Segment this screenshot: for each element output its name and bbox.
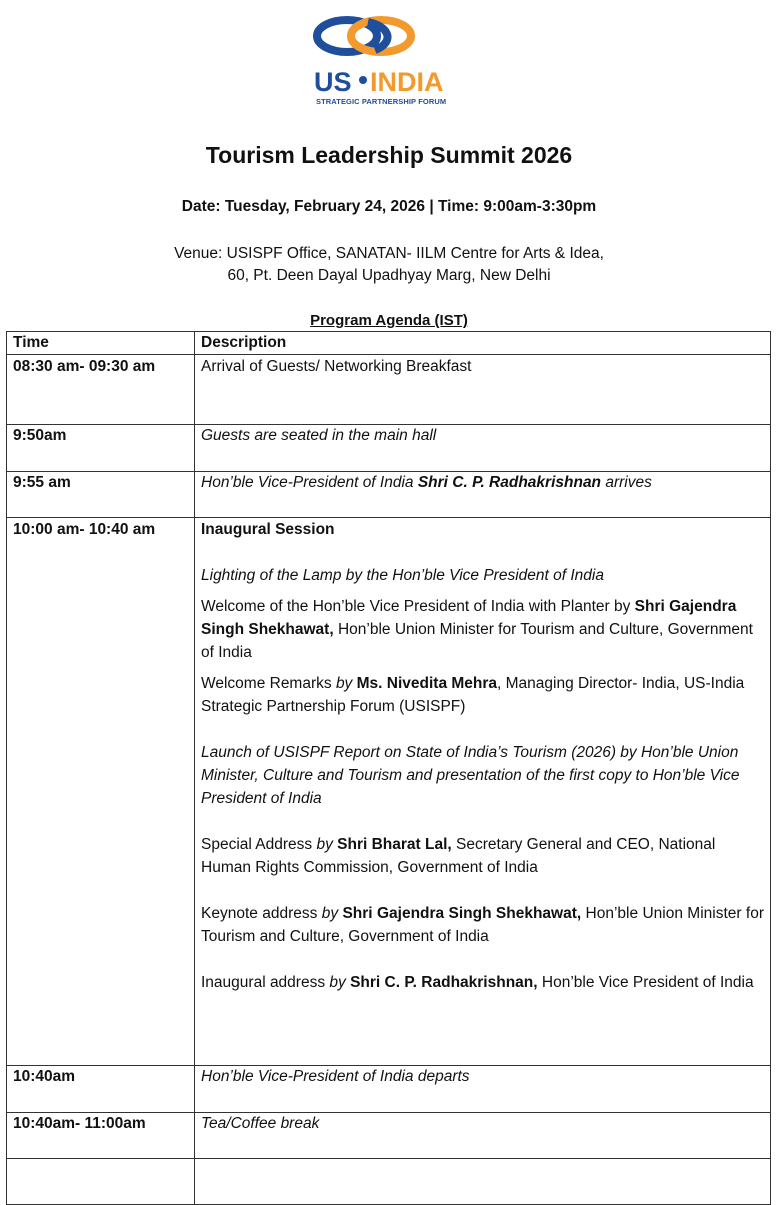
row-time: 10:40am — [7, 1066, 195, 1113]
agenda-heading: Program Agenda (IST) — [310, 312, 468, 329]
inaugural-session-title: Inaugural Session — [201, 521, 335, 538]
row-time: 10:40am- 11:00am — [7, 1113, 195, 1159]
report-launch-item: Launch of USISPF Report on State of India’s Tourism (2026) by Hon’ble Union Minister, Culture and Tourism and presentation of the first copy to Hon’ble Vice President of India — [201, 744, 740, 807]
keynote-by: by — [321, 905, 339, 922]
logo-india-text: INDIA — [370, 67, 444, 97]
row-time: 08:30 am- 09:30 am — [7, 355, 195, 425]
table-row — [7, 472, 771, 518]
row-description: Hon’ble Vice-President of India departs — [195, 1066, 771, 1113]
row-description: Tea/Coffee break — [195, 1113, 771, 1159]
keynote-text-d: Hon’ble Union Minister for Tourism and Culture, Government of India — [201, 905, 764, 945]
page-title: Tourism Leadership Summit 2026 — [205, 142, 573, 168]
time-value: 9:00am-3:30pm — [483, 198, 597, 215]
row3-text-c: arrives — [601, 474, 652, 491]
venue-line-1: Venue: USISPF Office, SANATAN- IILM Centre for Arts & Idea, — [174, 245, 604, 262]
row-time: 9:55 am — [7, 472, 195, 518]
row-time-empty — [7, 1159, 195, 1205]
row-description: Guests are seated in the main hall — [195, 425, 771, 472]
inaugural-text-d: Hon’ble Vice President of India — [537, 974, 754, 991]
lighting-lamp-item: Lighting of the Lamp by the Hon’ble Vice President of India — [201, 567, 604, 584]
time-label: Time: — [437, 198, 480, 215]
welcome-text-a: Welcome of the Hon’ble Vice President of India with Planter by — [201, 598, 635, 615]
date-label: Date: — [181, 198, 221, 215]
logo-dot-icon — [359, 76, 367, 84]
row-time: 9:50am — [7, 425, 195, 472]
interlocking-rings-icon — [312, 14, 416, 58]
separator: | — [429, 198, 434, 215]
welcome-text-c: Hon’ble Union Minister for Tourism and Culture, Government of India — [201, 621, 753, 661]
remarks-text-a: Welcome Remarks — [201, 675, 336, 692]
special-text-a: Special Address — [201, 836, 317, 853]
welcome-item — [201, 595, 764, 664]
keynote-address-item — [201, 902, 764, 948]
venue-block — [0, 243, 778, 287]
remarks-by: by — [335, 675, 353, 692]
table-row — [7, 1113, 771, 1159]
inaugural-speaker: Shri C. P. Radhakrishnan, — [350, 974, 538, 991]
row-description-empty — [195, 1159, 771, 1205]
special-address-item — [201, 833, 764, 879]
row-time: 10:00 am- 10:40 am — [7, 518, 195, 1066]
usispf-logo — [312, 14, 467, 106]
inaugural-by: by — [329, 974, 346, 991]
special-text-d: Secretary General and CEO, National Human Rights Commission, Government of India — [201, 836, 716, 876]
row3-vp-name: Shri C. P. Radhakrishnan — [417, 474, 602, 491]
row3-text-a: Hon’ble Vice-President of India — [201, 474, 418, 491]
row-description — [195, 518, 771, 1066]
table-header-row — [7, 332, 771, 355]
date-value: Tuesday, February 24, 2026 — [224, 198, 426, 215]
column-header-time: Time — [7, 332, 195, 355]
logo-us-text: US — [314, 67, 352, 97]
keynote-speaker: Shri Gajendra Singh Shekhawat, — [342, 905, 582, 922]
table-row — [7, 518, 771, 1066]
logo-tagline: STRATEGIC PARTNERSHIP FORUM — [316, 97, 447, 106]
special-speaker: Shri Bharat Lal, — [337, 836, 452, 853]
agenda-table — [6, 331, 771, 1205]
table-row — [7, 1066, 771, 1113]
table-row — [7, 355, 771, 425]
inaugural-address-item — [201, 971, 764, 994]
table-row-empty — [7, 1159, 771, 1205]
table-row — [7, 425, 771, 472]
keynote-text-a: Keynote address — [201, 905, 322, 922]
special-by: by — [316, 836, 333, 853]
welcome-speaker: Shri Gajendra Singh Shekhawat, — [201, 598, 737, 638]
remarks-speaker: Ms. Nivedita Mehra — [356, 675, 498, 692]
row-description — [195, 472, 771, 518]
remarks-text-d: , Managing Director- India, US-India Strategic Partnership Forum (USISPF) — [201, 675, 745, 715]
inaugural-text-a: Inaugural address — [201, 974, 330, 991]
row-description: Arrival of Guests/ Networking Breakfast — [195, 355, 771, 425]
venue-line-2: 60, Pt. Deen Dayal Upadhyay Marg, New Delhi — [227, 267, 551, 284]
welcome-remarks-item — [201, 672, 764, 718]
column-header-description: Description — [195, 332, 771, 355]
logo-wordmark — [312, 67, 467, 106]
date-time-line — [0, 198, 778, 216]
